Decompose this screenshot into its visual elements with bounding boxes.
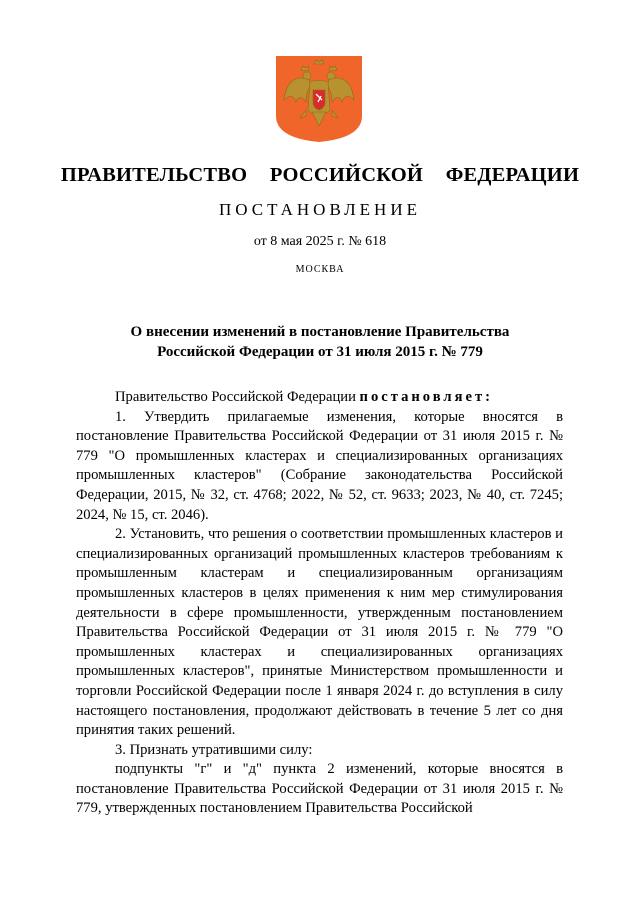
paragraph-3: 3. Признать утратившими силу: xyxy=(115,741,313,758)
government-title: ПРАВИТЕЛЬСТВО РОССИЙСКОЙ ФЕДЕРАЦИИ xyxy=(60,164,580,186)
document-body xyxy=(76,388,563,819)
document-type: ПОСТАНОВЛЕНИЕ xyxy=(218,200,421,219)
city-name: МОСКВА xyxy=(295,264,345,275)
document-date-number: от 8 мая 2025 г. № 618 xyxy=(253,234,387,249)
paragraph-2: 2. Установить, что решения о соответствии промышленных кластеров и специализированных организаций промышленных кластеров требованиям к промышленным кластерам и специализированным организациям промышленных кластеров в целях применения к ним мер стимулирования деятельности в сфере промышленности, утвержденным постановлением Правительства Российской Федерации от 31 июля 2015 г. № 779 "О промышленных кластерах и специализированных организациях промышленных кластеров", принятые Министерством промышленности и торговли Российской Федерации после 1 января 2024 г. до вступления в силу настоящего постановления, продолжают действовать в течение 5 лет со дня принятия таких решений. xyxy=(76,526,563,739)
paragraph-4: подпункты "г" и "д" пункта 2 изменений, которые вносятся в постановление Правительства Российской Федерации от 31 июля 2015 г. № 779, утвержденных постановлением Правительства Российской xyxy=(76,761,563,817)
decree-word: постановляет: xyxy=(359,389,493,405)
document-subject xyxy=(0,322,640,362)
russian-coat-of-arms-icon xyxy=(276,56,362,142)
subject-line-1: О внесении изменений в постановление Правительства xyxy=(130,324,510,340)
paragraph-1: 1. Утвердить прилагаемые изменения, которые вносятся в постановление Правительства Российской Федерации от 31 июля 2015 г. № 779 "О промышленных кластерах и специализированных организациях промышленных кластеров" (Собрание законодательства Российской Федерации, 2015, № 32, ст. 4768; 2022, № 52, ст. 9633; 2023, № 40, ст. 7245; 2024, № 15, ст. 2046). xyxy=(76,408,563,523)
preamble-text: Правительство Российской Федерации xyxy=(115,389,360,405)
preamble xyxy=(76,388,563,408)
subject-line-2: Российской Федерации от 31 июля 2015 г. № 779 xyxy=(157,344,483,360)
